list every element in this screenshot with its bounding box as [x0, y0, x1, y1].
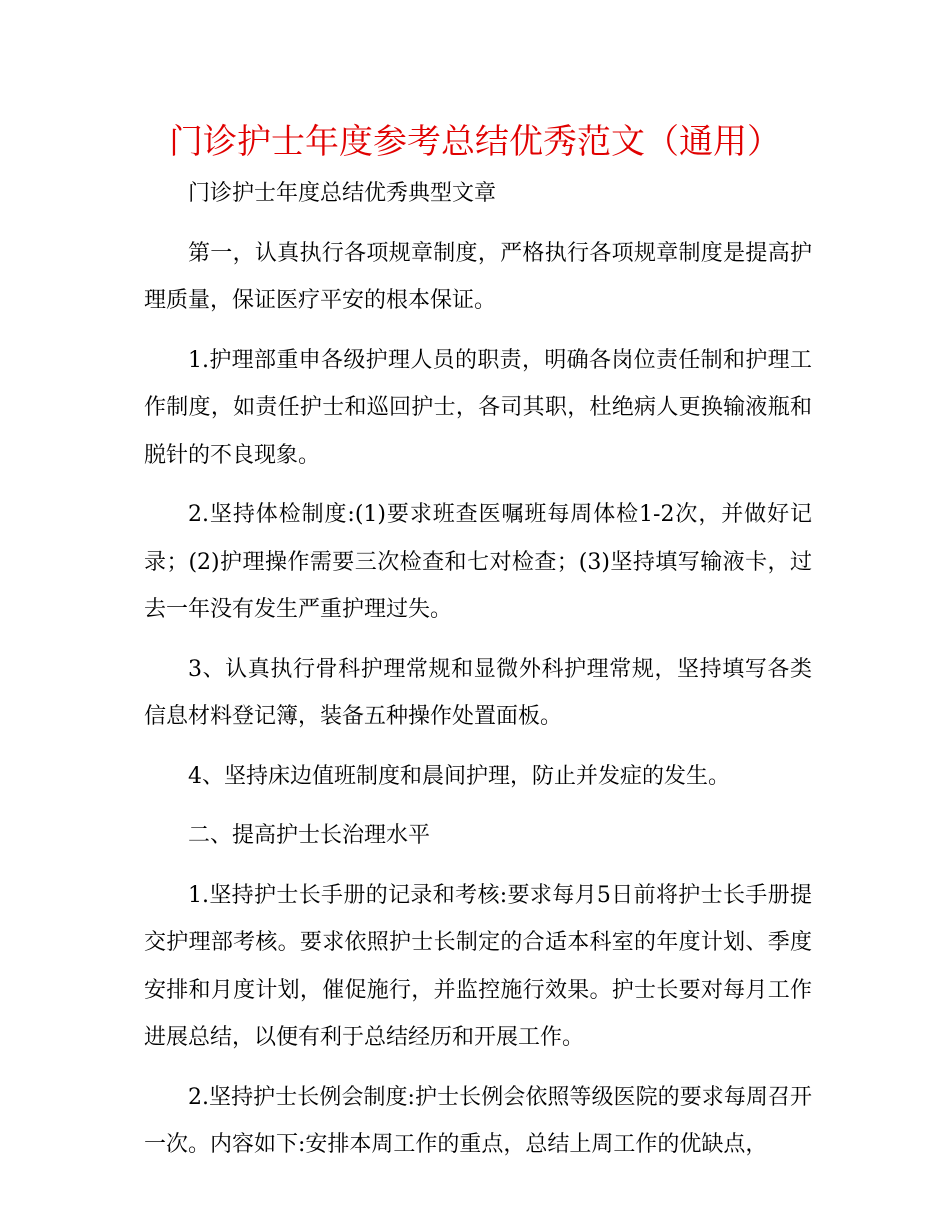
- paragraph: 1.护理部重申各级护理人员的职责，明确各岗位责任制和护理工作制度，如责任护士和巡回护士，各司其职，杜绝病人更换输液瓶和脱针的不良现象。: [144, 347, 812, 468]
- paragraph-subtitle: 门诊护士年度总结优秀典型文章: [188, 181, 497, 206]
- paragraph: 2.坚持体检制度:(1)要求班查医嘱班每周体检1-2次，并做好记录；(2)护理操作需要三次检查和七对检查；(3)坚持填写输液卡，过去一年没有发生严重护理过失。: [144, 502, 812, 622]
- paragraph: 2.坚持护士长例会制度:护士长例会依照等级医院的要求每周召开一次。内容如下:安排本周工作的重点，总结上周工作的优缺点，: [144, 1084, 812, 1157]
- document-title: 门诊护士年度参考总结优秀范文（通用）: [169, 122, 781, 162]
- document-body: [144, 170, 812, 1181]
- paragraph: 第一，认真执行各项规章制度，严格执行各项规章制度是提高护理质量，保证医疗平安的根本保证。: [144, 240, 812, 313]
- section-heading: 二、提高护士长治理水平: [188, 823, 431, 848]
- paragraph: 4、坚持床边值班制度和晨间护理，防止并发症的发生。: [188, 763, 730, 789]
- paragraph: 3、认真执行骨科护理常规和显微外科护理常规，坚持填写各类信息材料登记簿，装备五种操作处置面板。: [144, 656, 812, 729]
- paragraph: 1.坚持护士长手册的记录和考核:要求每月5日前将护士长手册提交护理部考核。要求依照护士长制定的合适本科室的年度计划、季度安排和月度计划，催促施行，并监控施行效果。护士长要对每月工作进展总结，以便有利于总结经历和开展工作。: [144, 882, 812, 1050]
